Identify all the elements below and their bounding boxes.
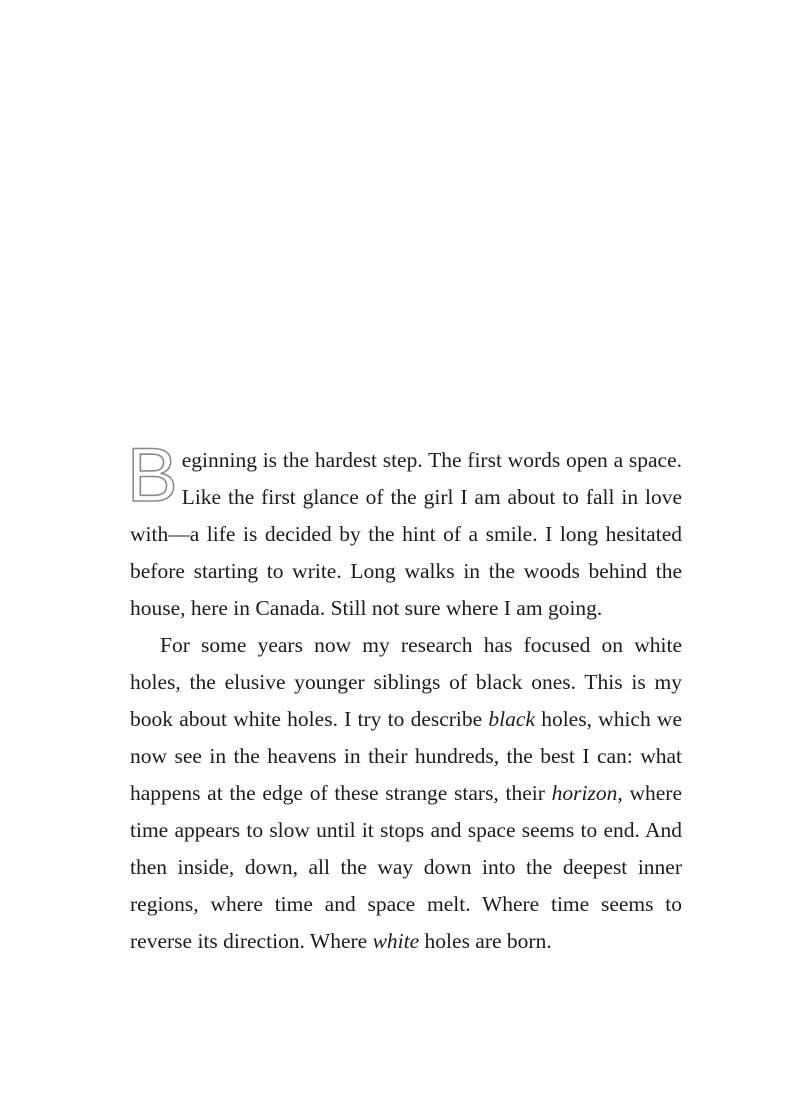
- paragraph-2-text: , where time appears to slow until it stops and space seems to end. And then inside, down, all the way down into the deepest inner regions, where time and space melt. Where time seems to reverse its direction. Where: [130, 781, 682, 953]
- paragraph-1: [127, 433, 682, 627]
- paragraph-1-text: eginning is the hardest step. The first words open a space. Like the first glance of the girl I am about to fall in love with—a life is decided by the hint of a smile. I long hesitated before starting to write. Long walks in the woods behind the house, here in Canada. Still not sure where I am going.: [130, 448, 682, 620]
- italic-horizon: horizon: [551, 781, 618, 805]
- book-page-body: [127, 433, 683, 960]
- paragraph-2-text: holes, which we now see in the heavens in their hundreds, the best I can: what happens at the edge of these strange stars, their: [130, 707, 683, 805]
- italic-white: white: [372, 929, 420, 953]
- drop-cap: B: [127, 433, 178, 518]
- italic-black: black: [488, 707, 535, 731]
- paragraph-2-text: holes are born.: [419, 929, 552, 953]
- paragraph-2-text: For some years now my research has focused on white holes, the elusive younger siblings of black ones. This is my book about white holes. I try to describe: [130, 633, 682, 731]
- paragraph-2: [130, 627, 682, 960]
